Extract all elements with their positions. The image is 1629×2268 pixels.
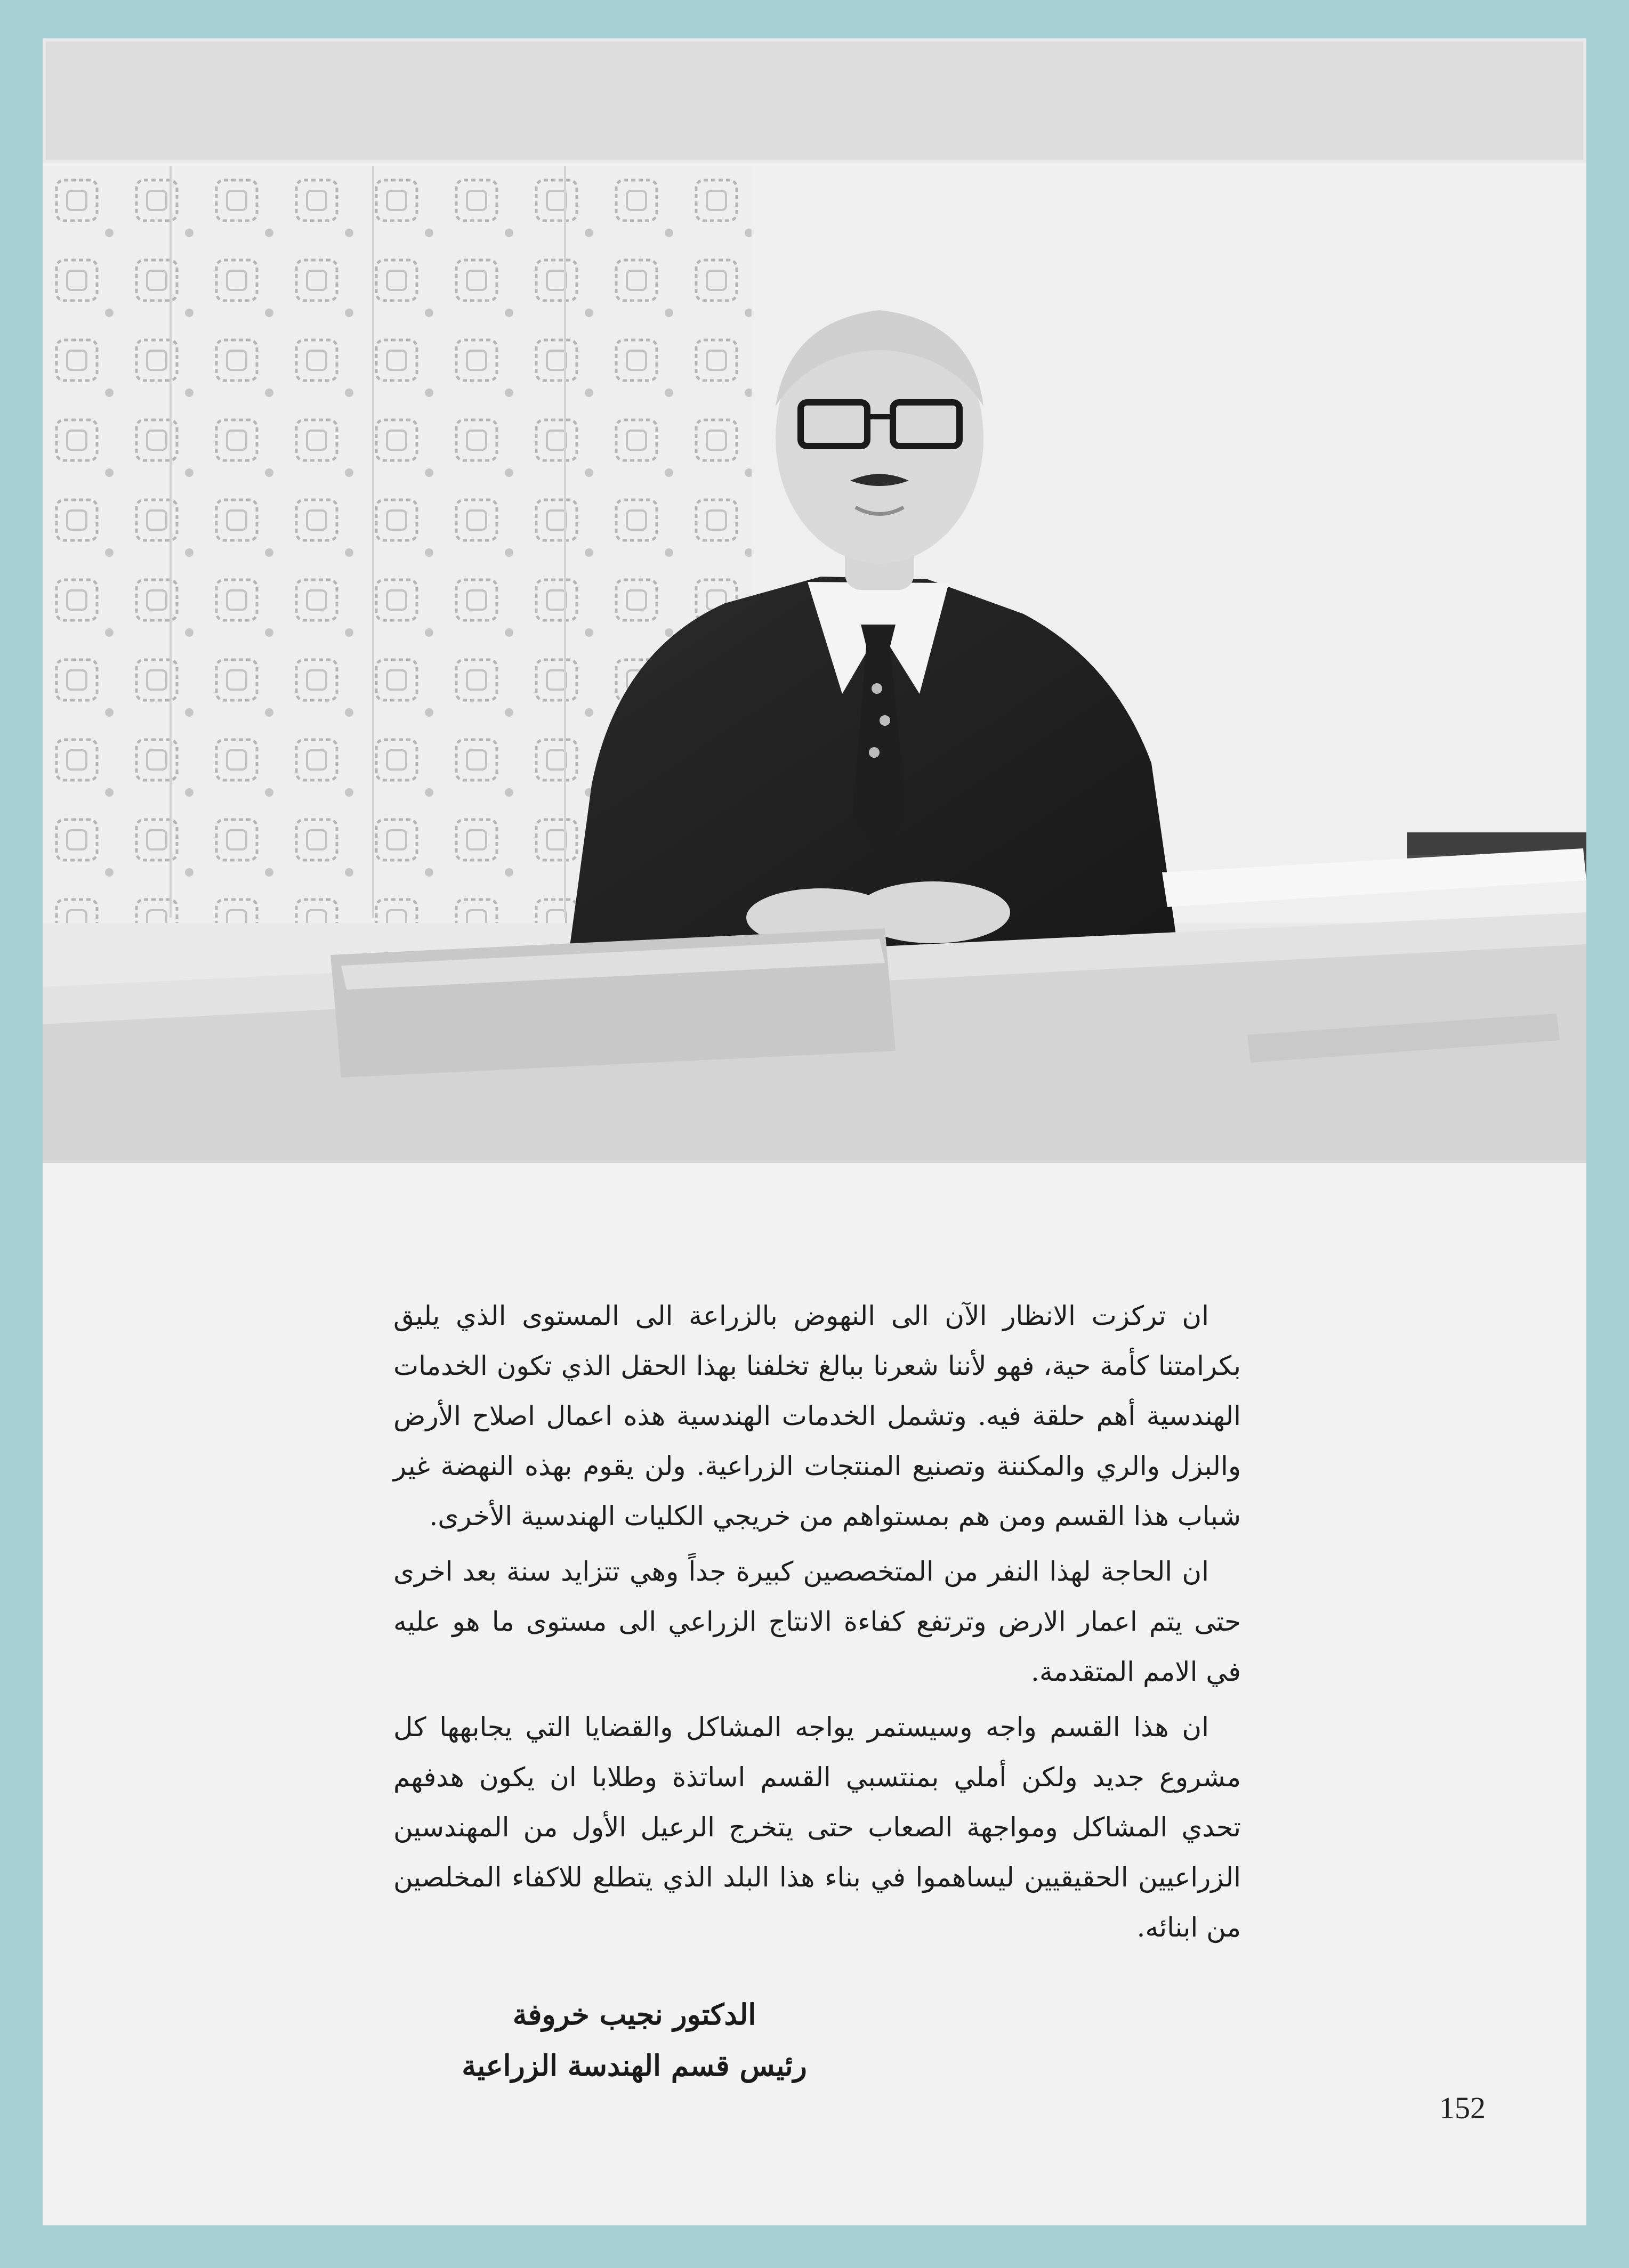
signature-block — [448, 1989, 821, 2091]
portrait-photo — [43, 166, 1586, 1163]
paragraph-3: ان هذا القسم واجه وسيستمر يواجه المشاكل والقضايا التي يجابهها كل مشروع جديد ولكن أملي بمنتسبي القسم اساتذة وطلابا ان يكون هدفهم تحدي المشاكل ومواجهة الصعاب حتى يتخرج الرعيل الأول من المهندسين الزراعيين الحقيقيين ليساهموا في بناء هذا البلد الذي يتطلع للاكفاء المخلصين من ابنائه. — [393, 1712, 1241, 1943]
paragraph-2: ان الحاجة لهذا النفر من المتخصصين كبيرة جداً وهي تتزايد سنة بعد اخرى حتى يتم اعمار الارض وترتفع كفاءة الانتاج الزراعي الى مستوى ما هو عليه في الامم المتقدمة. — [393, 1556, 1241, 1687]
article-body — [393, 1291, 1241, 1953]
signature-title: رئيس قسم الهندسة الزراعية — [462, 2048, 807, 2083]
signature-name: الدكتور نجيب خروفة — [512, 1997, 756, 2031]
document-page — [43, 38, 1586, 2225]
portrait-illustration — [43, 166, 1586, 1163]
page-number: 152 — [1439, 2091, 1486, 2125]
paragraph-1: ان تركزت الانظار الآن الى النهوض بالزراعة الى المستوى الذي يليق بكرامتنا كأمة حية، فهو لأننا شعرنا ببالغ تخلفنا بهذا الحقل الذي تكون الخدمات الهندسية أهم حلقة فيه. وتشمل الخدمات الهندسية هذه اعمال اصلاح الأرض والبزل والري والمكننة وتصنيع المنتجات الزراعية. ولن يقوم بهذه النهضة غير شباب هذا القسم ومن هم بمستواهم من خريجي الكليات الهندسية الأخرى. — [393, 1300, 1241, 1532]
header-band — [43, 38, 1586, 163]
